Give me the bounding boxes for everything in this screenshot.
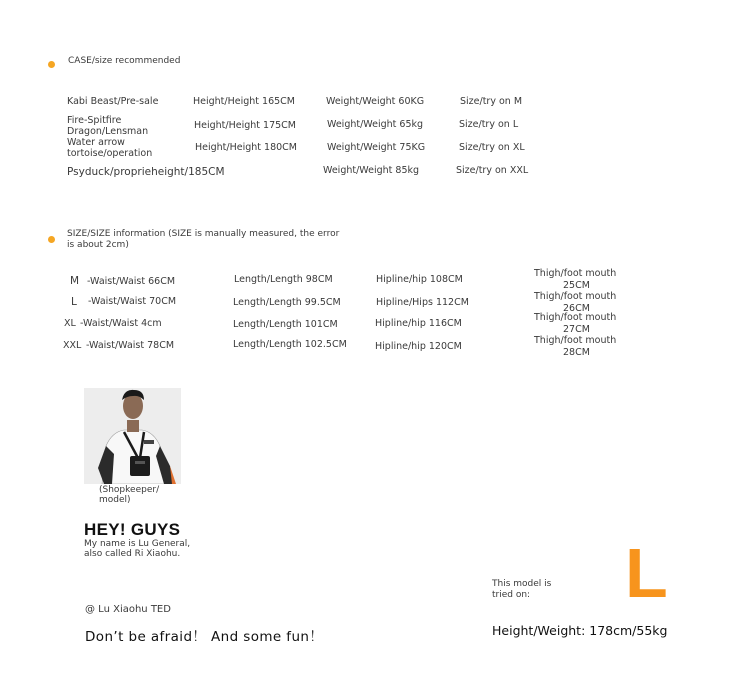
- size-label: XXL: [63, 340, 82, 351]
- thigh-label: Thigh/foot mouth: [534, 335, 617, 346]
- size-label: L: [71, 296, 77, 308]
- case-height: Height/Height 175CM: [194, 120, 296, 131]
- case-name: Fire-Spitfire Dragon/Lensman: [67, 115, 149, 137]
- length-value: Length/Length 102.5CM: [233, 339, 347, 350]
- hip-value: Hipline/hip 116CM: [375, 318, 462, 329]
- thigh-value: 27CM: [563, 324, 590, 335]
- tried-on-label: This model is tried on:: [492, 579, 552, 600]
- section-bullet: [48, 61, 55, 68]
- model-handle: @ Lu Xiaohu TED: [85, 604, 171, 615]
- waist-value: -Waist/Waist 66CM: [87, 276, 176, 287]
- model-figure-icon: [84, 388, 181, 484]
- case-size: Size/try on L: [459, 119, 519, 130]
- length-value: Length/Length 98CM: [234, 274, 333, 285]
- case-name: Water arrow tortoise/operation: [67, 137, 153, 159]
- waist-value: -Waist/Waist 4cm: [80, 318, 162, 329]
- section-title-case: CASE/size recommended: [68, 56, 181, 66]
- section-bullet: [48, 236, 55, 243]
- height-weight: Height/Weight: 178cm/55kg: [492, 623, 668, 638]
- thigh-value: 28CM: [563, 347, 590, 358]
- case-size: Size/try on XXL: [456, 165, 529, 176]
- tried-on-size: L: [625, 534, 668, 612]
- case-weight: Weight/Weight 65kg: [327, 119, 424, 130]
- case-weight: Weight/Weight 60KG: [326, 96, 425, 107]
- model-intro: My name is Lu General, also called Ri Xiaohu.: [84, 539, 191, 559]
- section-title-size: SIZE/SIZE information (SIZE is manually measured, the error is about 2cm): [67, 229, 340, 250]
- thigh-label: Thigh/foot mouth: [534, 268, 617, 279]
- length-value: Length/Length 99.5CM: [233, 297, 341, 308]
- size-label: M: [70, 275, 80, 287]
- photo-caption: (Shopkeeper/ model): [99, 485, 160, 505]
- case-weight: Weight/Weight 75KG: [327, 142, 426, 153]
- thigh-value: 25CM: [563, 280, 590, 291]
- hip-value: Hipline/hip 108CM: [376, 274, 463, 285]
- hip-value: Hipline/hip 120CM: [375, 341, 462, 352]
- hip-value: Hipline/Hips 112CM: [376, 297, 469, 308]
- case-name: Psyduck/proprieheight/185CM: [67, 166, 225, 178]
- case-size: Size/try on XL: [459, 142, 525, 153]
- model-photo: [84, 388, 181, 484]
- size-label: XL: [64, 318, 76, 329]
- slogan: Don’t be afraid！ And some fun！: [85, 629, 324, 645]
- case-size: Size/try on M: [460, 96, 523, 107]
- greeting-heading: HEY! GUYS: [84, 520, 181, 539]
- thigh-label: Thigh/foot mouth: [534, 312, 617, 323]
- waist-value: -Waist/Waist 78CM: [86, 340, 175, 351]
- length-value: Length/Length 101CM: [233, 319, 338, 330]
- thigh-label: Thigh/foot mouth: [534, 291, 617, 302]
- case-weight: Weight/Weight 85kg: [323, 165, 420, 176]
- thigh-value: 26CM: [563, 303, 590, 314]
- waist-value: -Waist/Waist 70CM: [88, 296, 177, 307]
- case-height: Height/Height 180CM: [195, 142, 297, 153]
- case-name: Kabi Beast/Pre-sale: [67, 96, 159, 107]
- case-height: Height/Height 165CM: [193, 96, 295, 107]
